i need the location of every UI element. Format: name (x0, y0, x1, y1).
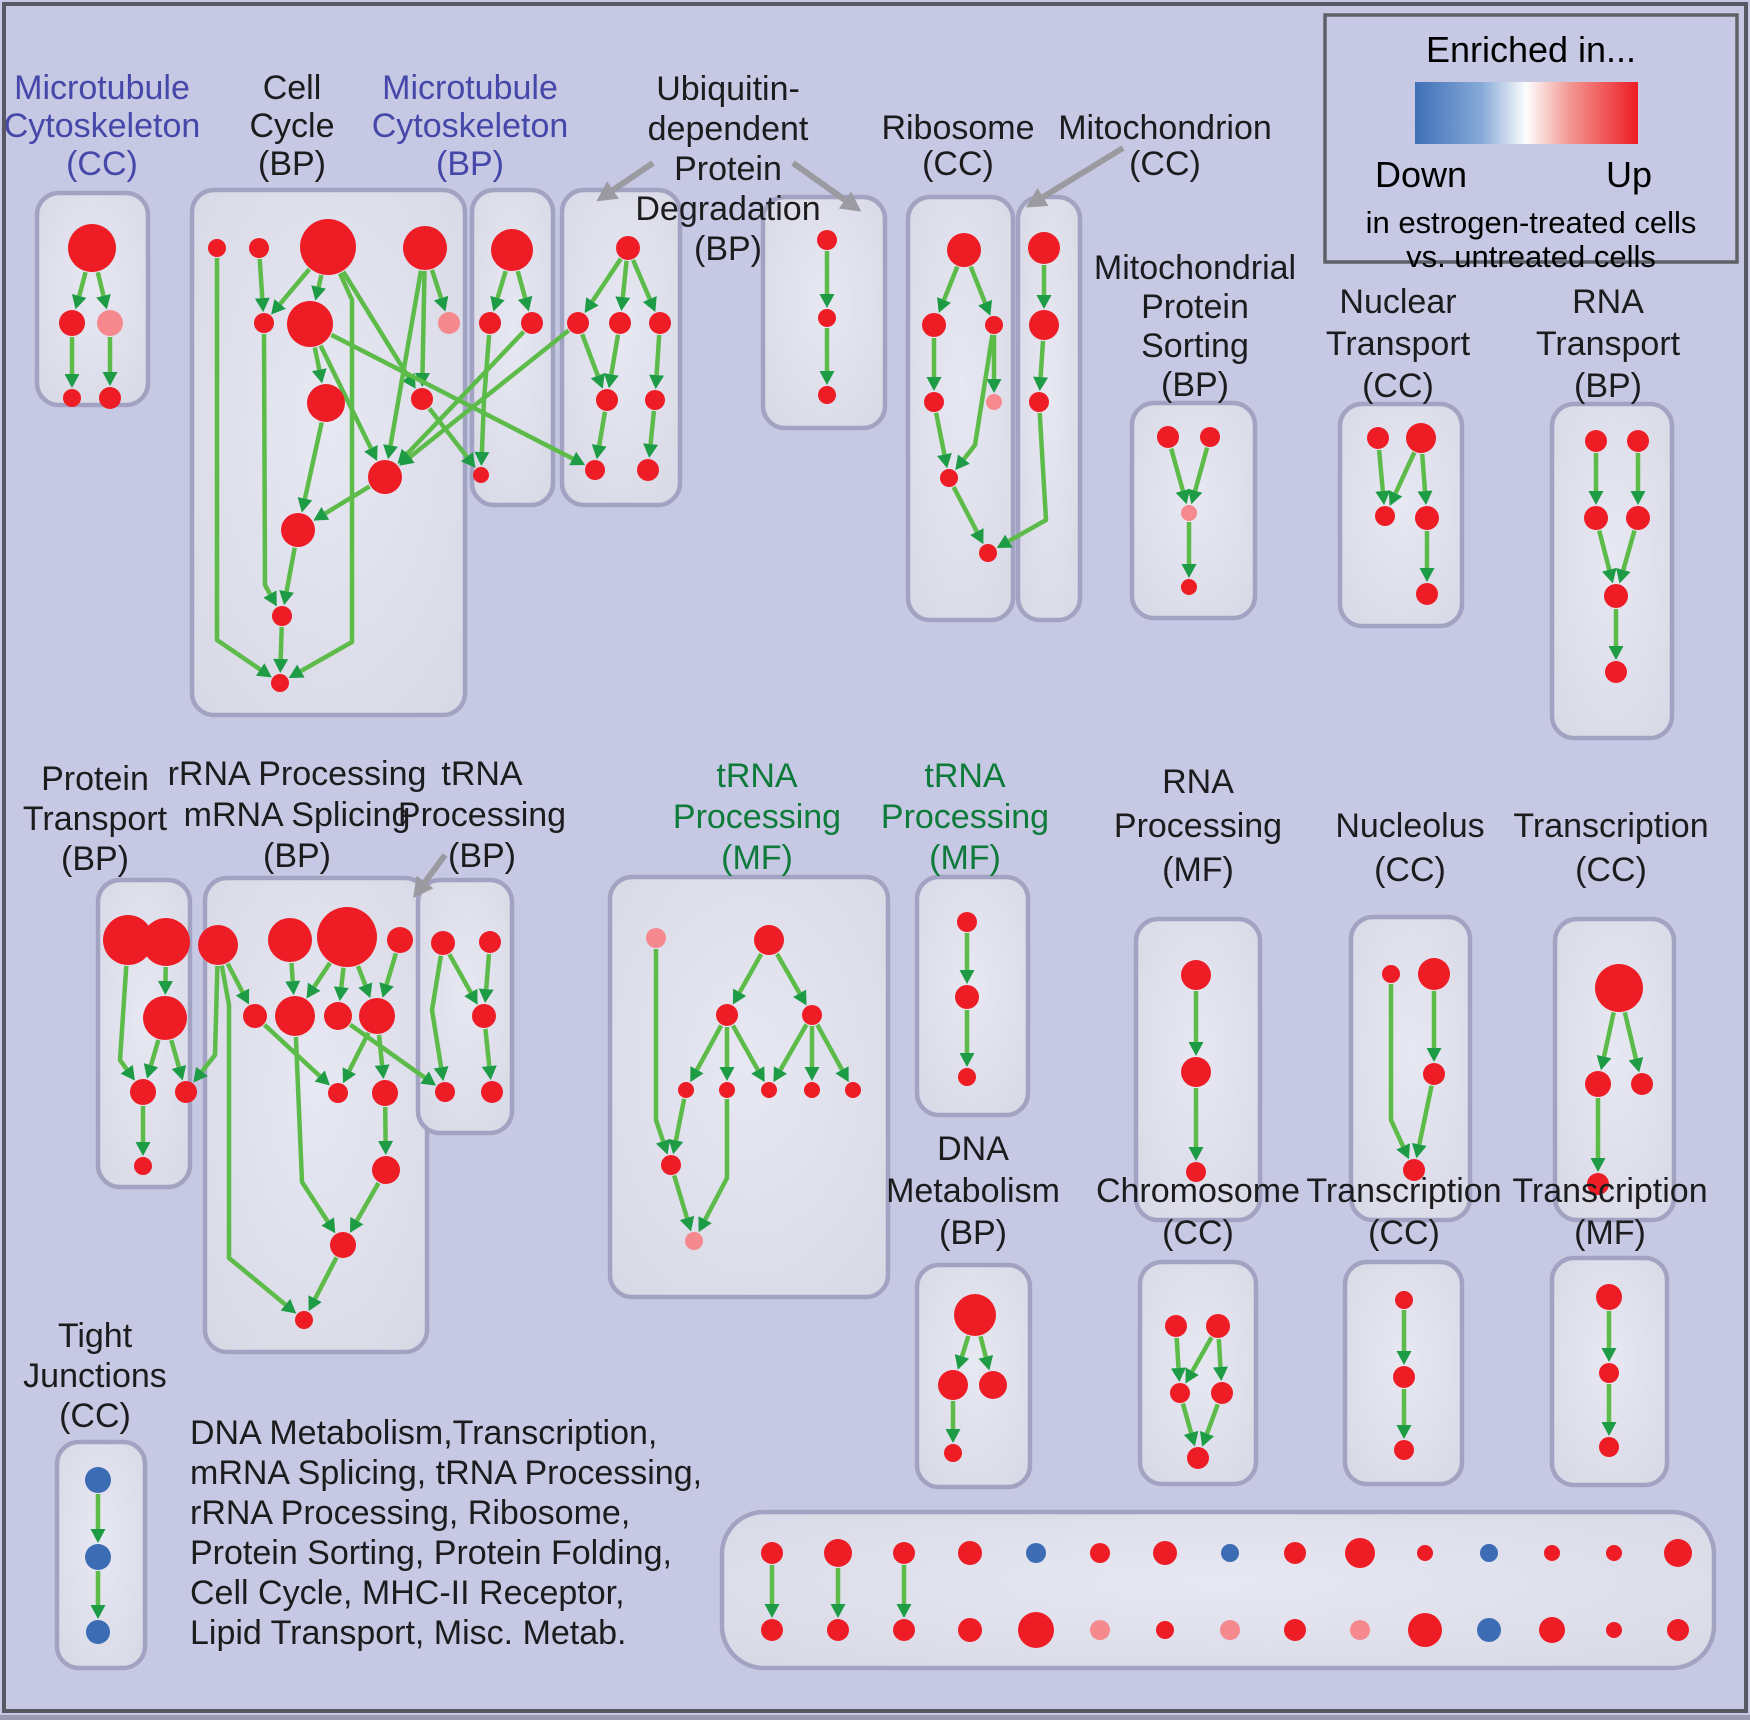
cluster-label-rrna: mRNA Splicing (184, 796, 411, 834)
node-protein_transport-s2 (175, 1081, 197, 1103)
node-trans_mf-n2 (1599, 1363, 1619, 1383)
cluster-label-tight_junctions: Tight (58, 1317, 133, 1355)
node-trna_mf_small-n2 (955, 985, 979, 1009)
node-chromosome-tr (1206, 1314, 1230, 1338)
node-trna_bp-m (472, 1004, 496, 1028)
node-misc-t14 (1606, 1545, 1622, 1561)
node-rna_transport-tl (1585, 430, 1607, 452)
node-misc-b3 (893, 1619, 915, 1641)
node-tight_junctions-n2 (85, 1544, 111, 1570)
node-chromosome-tl (1165, 1315, 1187, 1337)
node-rrna-bt (295, 1311, 313, 1329)
node-rna_transport-mr (1626, 506, 1650, 530)
node-misc-b4 (958, 1618, 982, 1642)
node-chromosome-b (1187, 1447, 1209, 1469)
node-trans_cc-top (1595, 964, 1643, 1012)
edge-mito-m-b3 (1041, 341, 1043, 377)
node-trna_mf_big-pk2 (685, 1232, 703, 1250)
node-trna_mf_big-big (754, 925, 784, 955)
cluster-label-rna_transport: RNA (1572, 283, 1644, 321)
edge-cell_cycle-C-F (319, 275, 322, 287)
cluster-label-trna_mf_big: tRNA (716, 757, 798, 795)
cluster-label-trna_mf_big: (MF) (721, 839, 793, 877)
node-mito_sort-b (1181, 579, 1197, 595)
node-ub1-b1 (585, 460, 605, 480)
node-cell_cycle-D (403, 226, 447, 270)
node-nuc_transport-tr (1406, 423, 1436, 453)
node-dna_met-top (954, 1294, 996, 1336)
node-mito-m (1029, 310, 1059, 340)
cluster-label-micro_bp: (BP) (436, 145, 504, 183)
cluster-label-trna_bp: Processing (398, 796, 566, 834)
node-trna_mf_small-n1 (957, 912, 977, 932)
node-nuc_transport-b (1416, 583, 1438, 605)
node-misc-b9 (1284, 1619, 1306, 1641)
node-misc-t8 (1221, 1544, 1239, 1562)
node-misc-t13 (1544, 1545, 1560, 1561)
node-mito_sort-tr (1200, 427, 1220, 447)
node-dna_met-ml (938, 1370, 968, 1400)
misc-terms-line: Protein Sorting, Protein Folding, (190, 1534, 672, 1572)
cluster-label-micro_cc: Microtubule (14, 69, 190, 107)
node-misc-b7 (1156, 1621, 1174, 1639)
node-ub2-n1 (817, 230, 837, 250)
cluster-label-rrna: rRNA Processing (168, 755, 427, 793)
node-misc-t11 (1417, 1545, 1433, 1561)
node-rna_proc_mf-n2 (1181, 1057, 1211, 1087)
node-misc-t2 (824, 1539, 852, 1567)
node-ub1-l2 (645, 390, 665, 410)
cluster-label-trna_mf_big: Processing (673, 798, 841, 836)
legend-title: Enriched in... (1426, 29, 1636, 70)
legend-subtitle-2: vs. untreated cells (1406, 239, 1656, 274)
legend-up-label: Up (1606, 154, 1652, 195)
edge-cell_cycle-L-M (281, 627, 282, 659)
node-cell_cycle-G (438, 312, 460, 334)
cluster-label-cell_cycle: Cycle (249, 107, 334, 145)
node-nuc_transport-tl (1367, 427, 1389, 449)
node-rrna-r1c (317, 907, 377, 967)
node-micro_cc-bl (63, 389, 81, 407)
node-rrna-r3a (328, 1083, 348, 1103)
cluster-label-ub1: Degradation (635, 190, 820, 228)
node-nuc_transport-mr (1415, 506, 1439, 530)
node-cell_cycle-M (271, 674, 289, 692)
node-cell_cycle-B (249, 238, 269, 258)
node-trna_mf_big-mr (802, 1005, 822, 1025)
node-tight_junctions-n3 (86, 1620, 110, 1644)
cluster-label-mito_sort: Sorting (1141, 327, 1249, 365)
edge-cell_cycle-B-E (260, 259, 263, 298)
legend (1325, 15, 1737, 274)
cluster-label-trna_bp: (BP) (448, 837, 516, 875)
node-cell_cycle-A (208, 239, 226, 257)
cluster-label-trna_mf_small: tRNA (924, 757, 1006, 795)
cluster-label-cell_cycle: Cell (263, 69, 322, 107)
node-protein_transport-mb (143, 996, 187, 1040)
cluster-label-mito_sort: (BP) (1161, 366, 1229, 404)
edge-rrna-r1b-r2b (292, 963, 293, 981)
node-trans_mf-n1 (1596, 1284, 1622, 1310)
cluster-label-mito_sort: Mitochondrial (1094, 249, 1296, 287)
cluster-label-rrna: (BP) (263, 837, 331, 875)
node-nucleolus-mr (1423, 1063, 1445, 1085)
cluster-label-ub1: Ubiquitin- (656, 70, 800, 108)
cluster-label-ub1: Protein (674, 150, 782, 188)
edge-cell_cycle-D-I (423, 271, 425, 373)
cluster-label-rna_proc_mf: Processing (1114, 807, 1282, 845)
node-ub1-m2 (609, 312, 631, 334)
node-trna_mf_big-d (804, 1082, 820, 1098)
cluster-label-trans_cc2: Transcription (1306, 1172, 1501, 1210)
cluster-label-tight_junctions: (CC) (59, 1397, 131, 1435)
node-misc-b5 (1018, 1612, 1054, 1648)
node-rrna-r1b (268, 918, 312, 962)
cluster-label-trans_cc: Transcription (1513, 807, 1708, 845)
node-micro_cc-top (68, 224, 116, 272)
cluster-label-protein_transport: Protein (41, 760, 149, 798)
node-trna_mf_big-ml (716, 1004, 738, 1026)
cluster-label-trans_mf: Transcription (1512, 1172, 1707, 1210)
node-misc-t3 (893, 1542, 915, 1564)
node-misc-b14 (1606, 1622, 1622, 1638)
node-misc-t6 (1090, 1543, 1110, 1563)
misc-terms-line: mRNA Splicing, tRNA Processing, (190, 1454, 702, 1492)
node-protein_transport-bt (134, 1157, 152, 1175)
cluster-label-dna_met: DNA (937, 1130, 1009, 1168)
node-micro_cc-mr (97, 310, 123, 336)
node-trna_mf_big-c (761, 1082, 777, 1098)
node-trans_mf-n3 (1599, 1437, 1619, 1457)
cluster-label-ribosome: Ribosome (881, 109, 1034, 147)
cluster-label-dna_met: Metabolism (886, 1172, 1060, 1210)
node-cell_cycle-F (287, 301, 333, 347)
node-misc-b2 (827, 1619, 849, 1641)
cluster-label-mito: Mitochondrion (1058, 109, 1272, 147)
cluster-label-trna_mf_small: (MF) (929, 839, 1001, 877)
node-rrna-r3b (372, 1080, 398, 1106)
node-trans_cc2-n3 (1394, 1440, 1414, 1460)
node-trna_mf_big-a (678, 1082, 694, 1098)
cluster-box-nuc_transport (1340, 404, 1462, 626)
node-trna_mf_big-e (845, 1082, 861, 1098)
legend-down-label: Down (1375, 154, 1467, 195)
cluster-label-rna_transport: (BP) (1574, 367, 1642, 405)
node-cell_cycle-I (411, 388, 433, 410)
node-rna_transport-tr (1627, 430, 1649, 452)
node-trna_bp-bl (435, 1082, 455, 1102)
node-misc-t7 (1153, 1541, 1177, 1565)
cluster-label-micro_bp: Cytoskeleton (372, 107, 569, 145)
cluster-label-trans_mf: (MF) (1574, 1214, 1646, 1252)
cluster-label-chromosome: (CC) (1162, 1214, 1234, 1252)
node-chromosome-ml (1170, 1383, 1190, 1403)
node-micro_bp-b (473, 467, 489, 483)
node-trna_bp-br (481, 1081, 503, 1103)
cluster-label-rna_proc_mf: (MF) (1162, 851, 1234, 889)
node-trans_cc-ml (1585, 1071, 1611, 1097)
node-cell_cycle-C (300, 219, 356, 275)
edge-ub1-m3-l2 (657, 335, 660, 375)
cluster-label-trna_bp: tRNA (441, 755, 523, 793)
cluster-label-mito_sort: Protein (1141, 288, 1249, 326)
cluster-label-protein_transport: (BP) (61, 840, 129, 878)
node-ub1-b2 (637, 459, 659, 481)
cluster-label-micro_cc: Cytoskeleton (4, 107, 201, 145)
cluster-label-cell_cycle: (BP) (258, 145, 326, 183)
cluster-label-rna_transport: Transport (1536, 325, 1681, 363)
node-nuc_transport-ml (1375, 506, 1395, 526)
cluster-label-trna_mf_small: Processing (881, 798, 1049, 836)
cluster-label-ub1: dependent (648, 110, 809, 148)
node-nucleolus-tl (1382, 965, 1400, 983)
cluster-box-misc (722, 1512, 1714, 1668)
node-misc-t1 (761, 1542, 783, 1564)
node-dna_met-mr (979, 1371, 1007, 1399)
node-misc-b11 (1408, 1613, 1442, 1647)
node-rrna-r2b (275, 996, 315, 1036)
node-ribosome-ml (922, 313, 946, 337)
cluster-label-micro_cc: (CC) (66, 145, 138, 183)
node-mito-b3 (1029, 392, 1049, 412)
node-cell_cycle-L (272, 606, 292, 626)
node-micro_bp-top (491, 229, 533, 271)
node-rrna-r1a (198, 925, 238, 965)
node-trna_mf_big-pk1 (646, 928, 666, 948)
cluster-label-trans_cc2: (CC) (1368, 1214, 1440, 1252)
node-rrna-r1d (387, 927, 413, 953)
edge-chromosome-tr-mr (1219, 1339, 1221, 1367)
cluster-label-nucleolus: Nucleolus (1335, 807, 1484, 845)
node-rrna-lo2 (330, 1232, 356, 1258)
node-misc-t5 (1026, 1543, 1046, 1563)
legend-gradient-bar (1415, 82, 1638, 144)
cluster-label-ub1: (BP) (694, 230, 762, 268)
node-misc-b10 (1350, 1620, 1370, 1640)
edge-trna_bp-tr-m (486, 954, 489, 989)
edge-rrna-r1c-r2c (341, 968, 343, 987)
edge-rrna-r2d-r3b (379, 1035, 382, 1065)
node-cell_cycle-J (368, 460, 402, 494)
node-trans_cc-mr (1631, 1073, 1653, 1095)
node-micro_bp-ml (479, 312, 501, 334)
node-misc-b12 (1477, 1618, 1501, 1642)
node-cell_cycle-H (307, 384, 345, 422)
node-rna_transport-b (1605, 661, 1627, 683)
cluster-box-ub1 (562, 190, 680, 505)
misc-terms-line: Lipid Transport, Misc. Metab. (190, 1614, 627, 1652)
node-nucleolus-tr (1418, 958, 1450, 990)
node-ribosome-pk (986, 394, 1002, 410)
node-ribosome-b (979, 544, 997, 562)
misc-terms-line: Cell Cycle, MHC-II Receptor, (190, 1574, 625, 1612)
edge-nuc_transport-tr-mr (1422, 454, 1425, 491)
node-trans_cc2-n2 (1393, 1366, 1415, 1388)
cluster-label-rna_proc_mf: RNA (1162, 763, 1234, 801)
node-trans_cc2-n1 (1395, 1291, 1413, 1309)
node-trna_mf_big-b (719, 1082, 735, 1098)
node-rrna-lo1 (372, 1156, 400, 1184)
cluster-label-protein_transport: Transport (23, 800, 168, 838)
node-micro_cc-ml (59, 310, 85, 336)
cluster-label-micro_bp: Microtubule (382, 69, 558, 107)
node-mito-t (1028, 232, 1060, 264)
node-misc-b15 (1667, 1619, 1689, 1641)
node-misc-t4 (958, 1541, 982, 1565)
node-cell_cycle-E (254, 313, 274, 333)
node-ribosome-r3l (924, 392, 944, 412)
node-ub1-l1 (596, 389, 618, 411)
misc-terms-line: rRNA Processing, Ribosome, (190, 1494, 630, 1532)
misc-terms-line: DNA Metabolism,Transcription, (190, 1414, 657, 1452)
node-rna_transport-ml (1584, 506, 1608, 530)
node-chromosome-mr (1211, 1382, 1233, 1404)
cluster-label-mito: (CC) (1129, 145, 1201, 183)
node-ub1-m1 (567, 312, 589, 334)
node-rna_proc_mf-n1 (1181, 960, 1211, 990)
node-mito_sort-m (1181, 505, 1197, 521)
cluster-label-nuc_transport: (CC) (1362, 367, 1434, 405)
cluster-label-nuc_transport: Transport (1326, 325, 1471, 363)
cluster-label-tight_junctions: Junctions (23, 1357, 167, 1395)
node-micro_bp-mr (521, 312, 543, 334)
cluster-label-trans_cc: (CC) (1575, 851, 1647, 889)
cluster-label-dna_met: (BP) (939, 1214, 1007, 1252)
node-rrna-r2a (243, 1004, 267, 1028)
node-protein_transport-b2 (142, 918, 190, 966)
node-ub1-top (616, 236, 640, 260)
node-misc-t10 (1345, 1538, 1375, 1568)
legend-subtitle-1: in estrogen-treated cells (1366, 205, 1697, 240)
node-tight_junctions-n1 (85, 1467, 111, 1493)
node-misc-b13 (1539, 1617, 1565, 1643)
node-misc-t15 (1664, 1539, 1692, 1567)
node-trna_bp-tr (479, 931, 501, 953)
node-trna_mf_small-n3 (958, 1068, 976, 1086)
cluster-label-nucleolus: (CC) (1374, 851, 1446, 889)
node-ribosome-mr (985, 316, 1003, 334)
edge-chromosome-tl-ml (1177, 1338, 1179, 1368)
node-rrna-r2c (324, 1002, 352, 1030)
node-ub2-n2 (818, 309, 836, 327)
cluster-label-chromosome: Chromosome (1096, 1172, 1300, 1210)
node-ribosome-r4 (940, 469, 958, 487)
node-misc-t9 (1284, 1542, 1306, 1564)
node-misc-b6 (1090, 1620, 1110, 1640)
cluster-label-nuc_transport: Nuclear (1339, 283, 1456, 321)
node-mito_sort-tl (1157, 426, 1179, 448)
node-ub2-n3 (818, 386, 836, 404)
cluster-label-ribosome: (CC) (922, 145, 994, 183)
node-ribosome-top (947, 233, 981, 267)
node-misc-b8 (1220, 1620, 1240, 1640)
node-dna_met-b (944, 1444, 962, 1462)
node-ub1-m3 (649, 312, 671, 334)
cluster-box-rna_transport (1552, 404, 1672, 738)
node-protein_transport-s1 (130, 1079, 156, 1105)
node-trna_mf_big-lo (661, 1155, 681, 1175)
node-rna_transport-j (1604, 584, 1628, 608)
node-cell_cycle-K (281, 513, 315, 547)
node-rrna-r2d (359, 998, 395, 1034)
node-trna_bp-tl (431, 931, 455, 955)
node-misc-b1 (761, 1619, 783, 1641)
node-misc-t12 (1480, 1544, 1498, 1562)
node-micro_cc-br (99, 387, 121, 409)
